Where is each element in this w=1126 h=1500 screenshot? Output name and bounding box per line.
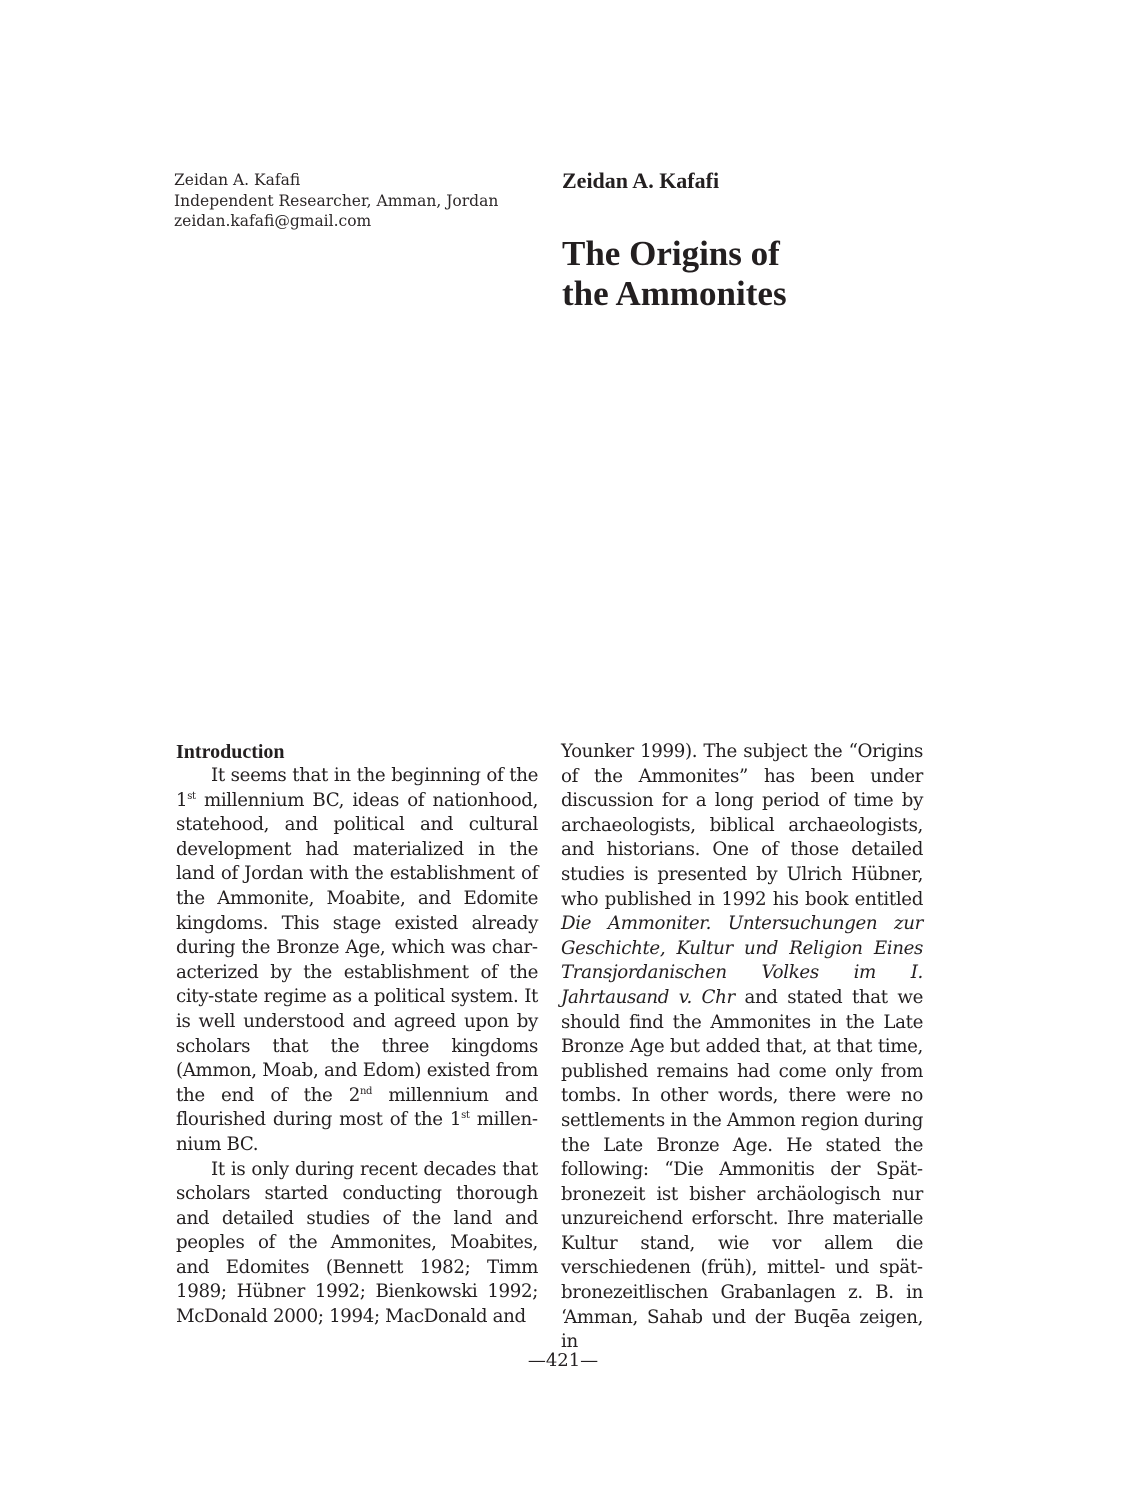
paragraph-1-text-b: millennium BC, ideas of nationhood, statehood, and political and cultural development had materialized in the land of Jordan with the establishment of the Ammonite, Moabite, and Edomite kingdoms. This stage existed already during the Bronze Age, which was characterized by the establishment of the city-state regime as a political system. It is well understood and agreed upon by scholars that the three kingdoms (Ammon, Moab, and Edom) existed from the end of the 2	[176, 789, 538, 1106]
paragraph-text: Younker 1999). The subject the “Origins of the Ammonites” has been under discussion for a long period of time by archaeologists, biblical archaeologists, and historians. One of those detailed studies is presented by Ulrich Hübner, who published in 1992 his book entitled	[561, 741, 923, 910]
paragraph-1	[176, 764, 538, 1158]
paragraph-1-text-c: millennium and flourished during most of the 1	[176, 1084, 538, 1131]
paragraph-2: It is only during recent decades that scholars started conducting thorough and detailed studies of the land and peoples of the Ammonites, Moabites, and Edomites (Bennett 1982; Timm 1989; Hübner 1992; Bienkowski 1992; McDonald 2000; 1994; MacDonald and	[176, 1158, 538, 1328]
left-text-column	[176, 740, 538, 1330]
superscript-st: st	[461, 1110, 470, 1122]
paragraph-2-continued	[561, 740, 923, 1355]
paragraph-text: and stated that we should find the Ammonites in the Late Bronze Age but added that, at that time, published remains had come only from tombs. In other words, there were no settlements in the Ammon region during the Late Bronze Age. He stated the following: “Die Ammonitis der Spätbronezeit ist bisher archäologisch nur unzureichend erforscht. Ihre materialle Kultur stand, wie vor allem die verschiedenen (früh), mittel- und spätbronezeitlischen Grabanlagen z. B. in ‘Amman, Sahab und der Buqēa zeigen, in	[561, 986, 923, 1353]
paragraph-1-text-a: It seems that in the beginning of the 1	[176, 765, 538, 811]
article-title-line-1: The Origins of	[562, 234, 780, 273]
section-heading-introduction: Introduction	[176, 741, 285, 763]
right-text-column	[561, 740, 923, 1355]
superscript-nd: nd	[359, 1085, 373, 1097]
affiliation-institution: Independent Researcher, Amman, Jordan	[174, 191, 499, 210]
author-affiliation-block	[174, 170, 498, 232]
book-title-italic: Die Ammoniter. Untersuchungen zur Geschichte, Kultur und Religion Eines Transjordanischen Volkes im I. Jahrtausand v. Chr	[561, 913, 923, 1008]
article-title-line-2: the Ammonites	[562, 274, 787, 313]
article-author: Zeidan A. Kafafi	[562, 168, 720, 193]
superscript-st: st	[187, 790, 196, 802]
article-title	[562, 234, 787, 314]
affiliation-author-name: Zeidan A. Kafafi	[174, 171, 301, 189]
page-number: —421—	[527, 1350, 599, 1371]
paragraph-1-text-d: millennium BC.	[176, 1109, 538, 1155]
affiliation-email: zeidan.kafafi@gmail.com	[174, 212, 372, 230]
